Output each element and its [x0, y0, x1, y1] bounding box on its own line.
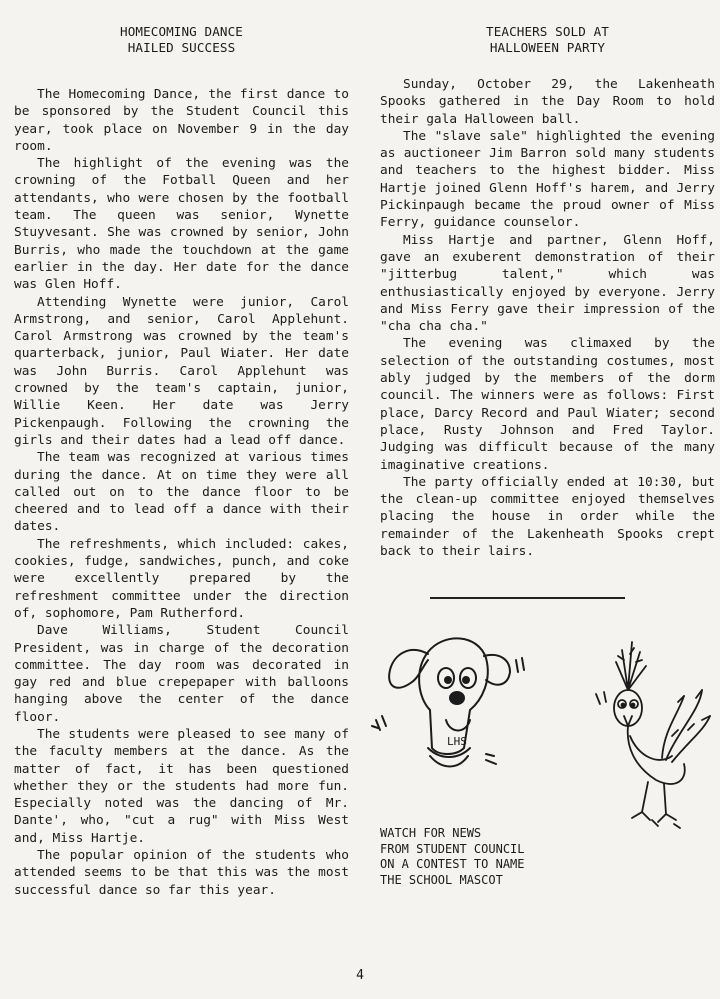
section-divider	[430, 597, 625, 599]
homecoming-headline-line1: HOMECOMING DANCE	[120, 24, 243, 39]
page-number: 4	[356, 968, 364, 983]
halloween-article	[380, 24, 715, 560]
homecoming-paragraph: The popular opinion of the students who attended seems to be that this was the most successful dance so far this year.	[14, 848, 349, 898]
homecoming-headline	[14, 24, 349, 56]
notice-line: THE SCHOOL MASCOT	[380, 872, 503, 887]
halloween-paragraph: Sunday, October 29, the Lakenheath Spooks gathered in the Day Room to hold their gala Halloween ball.	[380, 77, 715, 127]
notice-line: ON A CONTEST TO NAME	[380, 857, 525, 871]
notice-line: WATCH FOR NEWS	[380, 826, 482, 840]
halloween-headline-line1: TEACHERS SOLD AT	[486, 24, 609, 39]
halloween-paragraph: The party officially ended at 10:30, but the clean-up committee enjoyed themselves placing the house in order while the remainder of the Lakenheath Spooks crept back to their lairs.	[380, 474, 715, 560]
notice-line: FROM STUDENT COUNCIL	[380, 841, 525, 856]
halloween-headline-line2: HALLOWEEN PARTY	[489, 40, 606, 55]
homecoming-headline-line2: HAILED SUCCESS	[127, 40, 236, 55]
homecoming-paragraph: The team was recognized at various times during the dance. At on time they were all called out on to the dance floor to be cheered and to lead off a dance with their dates.	[14, 450, 349, 535]
halloween-paragraph: The evening was climaxed by the selection of the outstanding costumes, most ably judged by the members of the dorm council. The winners were as follows: First place, Darcy Record and Paul Wiater; second place, Rusty Johnson and Fred Taylor. Judging was difficult because of the many imaginative creations.	[380, 336, 715, 473]
mascot-badge: LHS	[447, 735, 467, 748]
homecoming-paragraph: The students were pleased to see many of the faculty members at the dance. As the matter of fact, it has been questioned whether they or the students had more fun. Especially noted was the dancing of Mr. Dante', who, "cut a rug" with Miss West and, Miss Hartje.	[14, 726, 349, 846]
cartoon-bird-mascot-icon	[596, 642, 710, 828]
mascot-contest-notice	[380, 826, 580, 888]
homecoming-paragraph: Dave Williams, Student Council President, was in charge of the decoration committee. The day room was decorated in gay red and blue crepepaper with balloons hanging above the center of the dance floor.	[14, 623, 349, 725]
homecoming-paragraph: Attending Wynette were junior, Carol Armstrong, and senior, Carol Applehunt. Carol Armstrong was crowned by the team's quarterback, junior, Paul Wiater. Her date was John Burris. Carol Applehunt was crowned by the team's captain, junior, Willie Keen. Her date was Jerry Pickenpaugh. Following the crowning the girls and their dates had a lead off dance.	[14, 294, 349, 448]
homecoming-article	[14, 24, 349, 899]
homecoming-body	[14, 86, 349, 899]
halloween-body	[380, 76, 715, 560]
homecoming-paragraph: The highlight of the evening was the crowning of the Fotball Queen and her attendants, who were chosen by the football team. The queen was senior, Wynette Stuyvesant. She was crowned by senior, John Burris, who made the touchdown at the game earlier in the day. Her date for the dance was Glen Hoff.	[14, 156, 349, 293]
halloween-paragraph: The "slave sale" highlighted the evening as auctioneer Jim Barron sold many students and teachers to the highest bidder. Miss Hartje joined Glenn Hoff's harem, and Jerry Pickinpaugh became the proud owner of Miss Ferry, guidance counselor.	[380, 128, 715, 231]
homecoming-paragraph: The refreshments, which included: cakes, cookies, fudge, sandwiches, punch, and coke were excellently prepared by the refreshment committee under the direction of, sophomore, Pam Rutherford.	[14, 536, 349, 621]
halloween-headline	[380, 24, 715, 56]
homecoming-paragraph: The Homecoming Dance, the first dance to be sponsored by the Student Council this year, took place on November 9 in the day room.	[14, 87, 349, 154]
halloween-paragraph: Miss Hartje and partner, Glenn Hoff, gave an exuberent demonstration of their "jitterbug talent," which was enthusiastically enjoyed by everyone. Jerry and Miss Ferry gave their impression of the "cha cha cha."	[380, 232, 715, 335]
